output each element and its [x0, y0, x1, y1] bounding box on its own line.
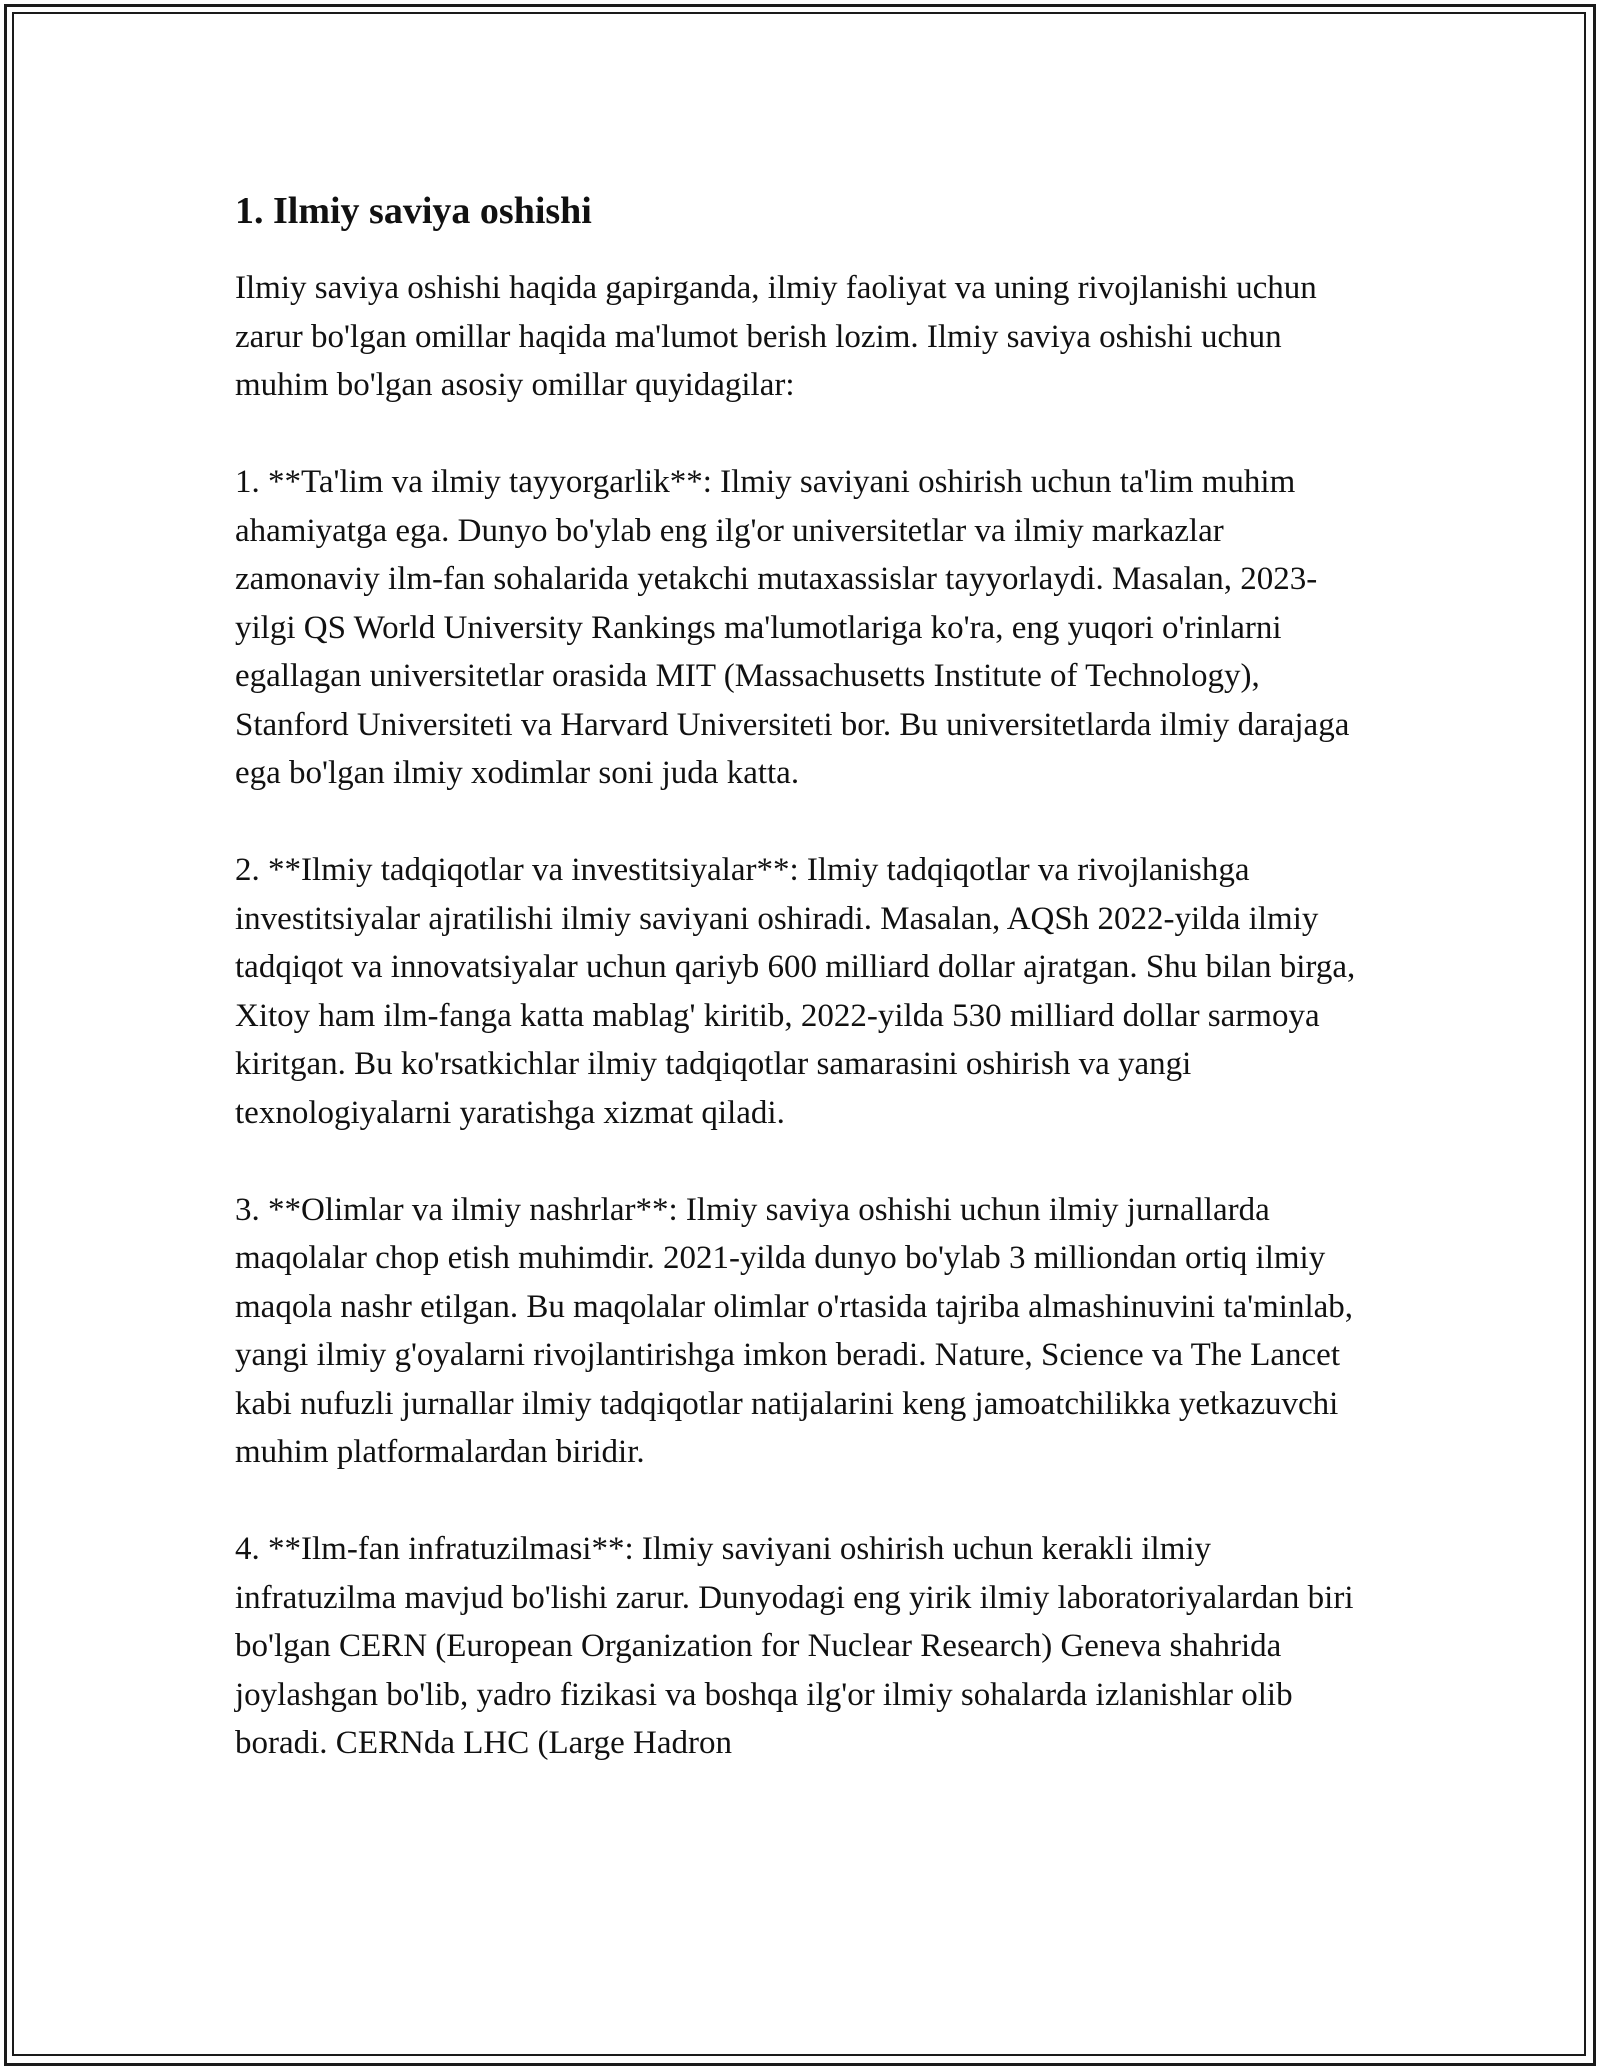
document-body [235, 186, 1375, 1816]
section-heading: 1. Ilmiy saviya oshishi [235, 190, 592, 232]
paragraph-scientists-publications: 3. **Olimlar va ilmiy nashrlar**: Ilmiy saviya oshishi uchun ilmiy jurnallarda maqolalar chop etish muhimdir. 2021-yilda dunyo bo'ylab 3 milliondan ortiq ilmiy maqola nashr etilgan. Bu maqolalar olimlar o'rtasida tajriba almashinuvini ta'minlab, yangi ilmiy g'oyalarni rivojlantirishga imkon beradi. Nature, Science va The Lancet kabi nufuzli jurnallar ilmiy tadqiqotlar natijalarini keng jamoatchilikka yetkazuvchi muhim platformalardan biridir. [235, 1191, 1354, 1470]
paragraph-research-investment: 2. **Ilmiy tadqiqotlar va investitsiyalar**: Ilmiy tadqiqotlar va rivojlanishga investitsiyalar ajratilishi ilmiy saviyani oshiradi. Masalan, AQSh 2022-yilda ilmiy tadqiqot va innovatsiyalar uchun qariyb 600 milliard dollar ajratgan. Shu bilan birga, Xitoy ham ilm-fanga katta mablag' kiritib, 2022-yilda 530 milliard dollar sarmoya kiritgan. Bu ko'rsatkichlar ilmiy tadqiqotlar samarasini oshirish va yangi texnologiyalarni yaratishga xizmat qiladi. [235, 852, 1356, 1131]
paragraph-education: 1. **Ta'lim va ilmiy tayyorgarlik**: Ilmiy saviyani oshirish uchun ta'lim muhim ahamiyatga ega. Dunyo bo'ylab eng ilg'or universitetlar va ilmiy markazlar zamonaviy ilm-fan sohalarida yetakchi mutaxassislar tayyorlaydi. Masalan, 2023-yilgi QS World University Rankings ma'lumotlariga ko'ra, eng yuqori o'rinlarni egallagan universitetlar orasida MIT (Massachusetts Institute of Technology), Stanford Universiteti va Harvard Universiteti bor. Bu universitetlarda ilmiy darajaga ega bo'lgan ilmiy xodimlar soni juda katta. [235, 464, 1350, 791]
intro-paragraph: Ilmiy saviya oshishi haqida gapirganda, ilmiy faoliyat va uning rivojlanishi uchun zarur bo'lgan omillar haqida ma'lumot berish lozim. Ilmiy saviya oshishi uchun muhim bo'lgan asosiy omillar quyidagilar: [235, 270, 1317, 403]
paragraph-infrastructure: 4. **Ilm-fan infratuzilmasi**: Ilmiy saviyani oshirish uchun kerakli ilmiy infratuzilma mavjud bo'lishi zarur. Dunyodagi eng yirik ilmiy laboratoriyalardan biri bo'lgan CERN (European Organization for Nuclear Research) Geneva shahrida joylashgan bo'lib, yadro fizikasi va boshqa ilg'or ilmiy sohalarda izlanishlar olib boradi. CERNda LHC (Large Hadron [235, 1531, 1354, 1761]
